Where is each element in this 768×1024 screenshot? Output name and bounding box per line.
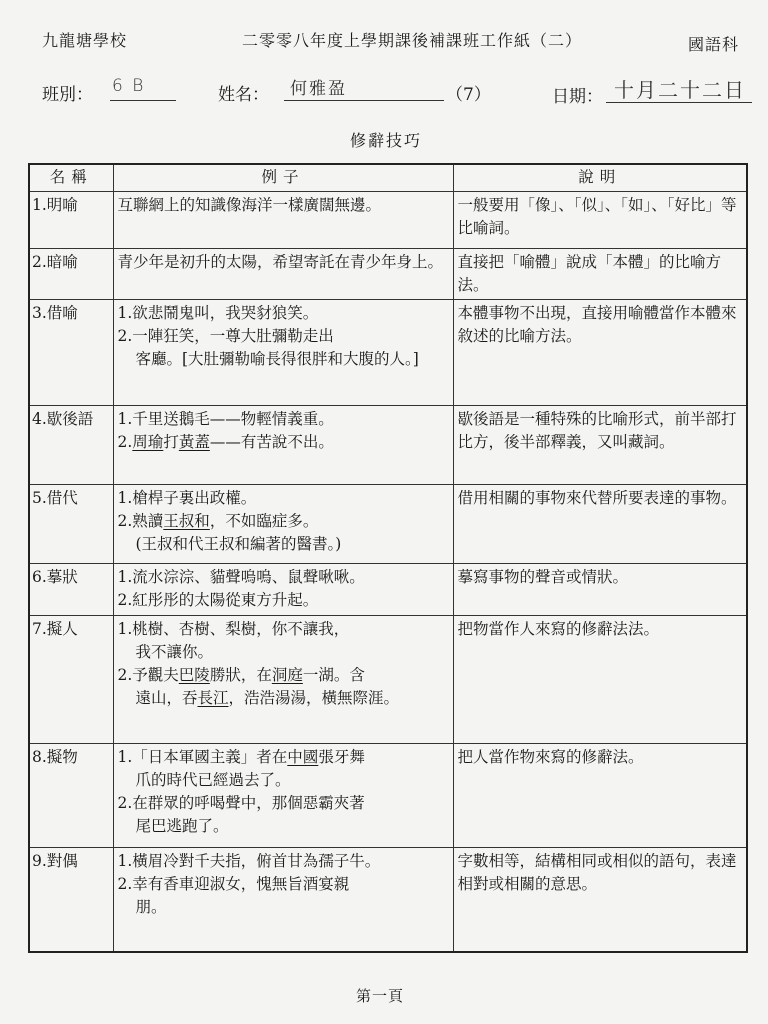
name-value: 何雅盈: [290, 79, 347, 99]
date-label: 日期：: [552, 87, 603, 107]
example-line: 2.周瑜打黃蓋——有苦說不出。: [117, 433, 334, 451]
example-line: 2.熟讀王叔和，不如臨症多。: [117, 512, 319, 530]
rhetoric-examples: [113, 744, 453, 848]
rhetoric-explanation: 把人當作物來寫的修辭法。: [453, 744, 747, 848]
rhetoric-explanation: 歇後語是一種特殊的比喻形式，前半部打比方，後半部釋義，又叫藏詞。: [453, 406, 747, 485]
rhetoric-examples: [113, 564, 453, 616]
rhetoric-examples: [113, 848, 453, 952]
rhetoric-examples: [113, 485, 453, 564]
section-title: 修辭技巧: [350, 131, 423, 150]
table-row: [29, 848, 747, 952]
rhetoric-name: 1.明喻: [29, 192, 113, 249]
name-underline: [284, 100, 444, 101]
rhetoric-explanation: 本體事物不出現，直接用喻體當作本體來敘述的比喻方法。: [453, 300, 747, 406]
rhetoric-examples: [113, 192, 453, 249]
rhetoric-explanation: 摹寫事物的聲音或情狀。: [453, 564, 747, 616]
example-line: 1.槍桿子裏出政權。: [117, 489, 257, 507]
table-row: [29, 564, 747, 616]
rhetoric-examples: [113, 406, 453, 485]
table-row: [29, 616, 747, 744]
rhetoric-name: 7.擬人: [29, 616, 113, 744]
example-line: 互聯網上的知識像海洋一樣廣闊無邊。: [117, 196, 382, 214]
example-line: 客廳。[大肚彌勒喻長得很胖和大腹的人。]: [135, 350, 419, 368]
rhetoric-name: 5.借代: [29, 485, 113, 564]
table-header-row: [29, 164, 747, 192]
rhetoric-examples: [113, 616, 453, 744]
header-example: 例子: [113, 164, 453, 192]
worksheet-title: 二零零八年度上學期課後補課班工作紙（二）: [242, 31, 583, 50]
table-row: [29, 249, 747, 300]
rhetoric-name: 4.歇後語: [29, 406, 113, 485]
rhetoric-name: 8.擬物: [29, 744, 113, 848]
class-underline: [110, 100, 176, 101]
class-label: 班別：: [42, 85, 93, 105]
table-row: [29, 192, 747, 249]
example-line: 1.「日本軍國主義」者在中國張牙舞: [117, 748, 365, 766]
rhetoric-table: [28, 163, 748, 953]
example-line: 1.流水淙淙、貓聲嗚嗚、鼠聲啾啾。: [117, 568, 365, 586]
table-row: [29, 744, 747, 848]
rhetoric-name: 6.摹狀: [29, 564, 113, 616]
example-line: 朋。: [135, 898, 167, 916]
table-row: [29, 300, 747, 406]
rhetoric-explanation: 把物當作人來寫的修辭法法。: [453, 616, 747, 744]
subject-name: 國語科: [688, 35, 740, 54]
rhetoric-name: 9.對偶: [29, 848, 113, 952]
example-line: 遠山，吞長江，浩浩湯湯，橫無際涯。: [135, 689, 400, 707]
header-name: 名稱: [29, 164, 113, 192]
example-line: 2.在群眾的呼喝聲中，那個惡霸夾著: [117, 794, 365, 812]
date-value: 十月二十二日: [614, 78, 746, 102]
example-line: 青少年是初升的太陽，希望寄託在青少年身上。: [117, 253, 444, 271]
rhetoric-name: 2.暗喻: [29, 249, 113, 300]
worksheet-header: [0, 24, 768, 54]
student-number: （7）: [446, 85, 491, 105]
table-body: [29, 192, 747, 952]
example-line: 2.一陣狂笑，一尊大肚彌勒走出: [117, 327, 334, 345]
table-row: [29, 406, 747, 485]
example-line: 爪的時代已經過去了。: [135, 771, 291, 789]
example-line: 2.幸有香車迎淑女，愧無旨酒宴親: [117, 875, 350, 893]
example-line: 1.欲悲鬧鬼叫，我哭豺狼笑。: [117, 304, 319, 322]
rhetoric-explanation: 直接把「喻體」說成「本體」的比喻方法。: [453, 249, 747, 300]
school-name: 九龍塘學校: [42, 31, 128, 50]
rhetoric-examples: [113, 249, 453, 300]
rhetoric-name: 3.借喻: [29, 300, 113, 406]
page-number: 第一頁: [356, 987, 405, 1005]
example-line: 2.予觀夫巴陵勝狀，在洞庭一湖。含: [117, 666, 365, 684]
rhetoric-explanation: 借用相關的事物來代替所要表達的事物。: [453, 485, 747, 564]
header-explanation: 說明: [453, 164, 747, 192]
example-line: (王叔和代王叔和編著的醫書。): [135, 535, 342, 553]
example-line: 1.桃樹、杏樹、梨樹，你不讓我，: [117, 620, 350, 638]
rhetoric-examples: [113, 300, 453, 406]
example-line: 我不讓你。: [135, 643, 214, 661]
example-line: 1.千里送鵝毛——物輕情義重。: [117, 410, 334, 428]
class-value: 6 B: [112, 76, 146, 96]
example-line: 2.紅彤彤的太陽從東方升起。: [117, 591, 319, 609]
date-underline: [606, 102, 752, 103]
rhetoric-explanation: 一般要用「像」、「似」、「如」、「好比」等比喻詞。: [453, 192, 747, 249]
example-line: 1.橫眉冷對千夫指，俯首甘為孺子牛。: [117, 852, 381, 870]
example-line: 尾巴逃跑了。: [135, 817, 229, 835]
table-row: [29, 485, 747, 564]
rhetoric-explanation: 字數相等，結構相同或相似的語句，表達相對或相關的意思。: [453, 848, 747, 952]
name-label: 姓名：: [218, 85, 269, 105]
